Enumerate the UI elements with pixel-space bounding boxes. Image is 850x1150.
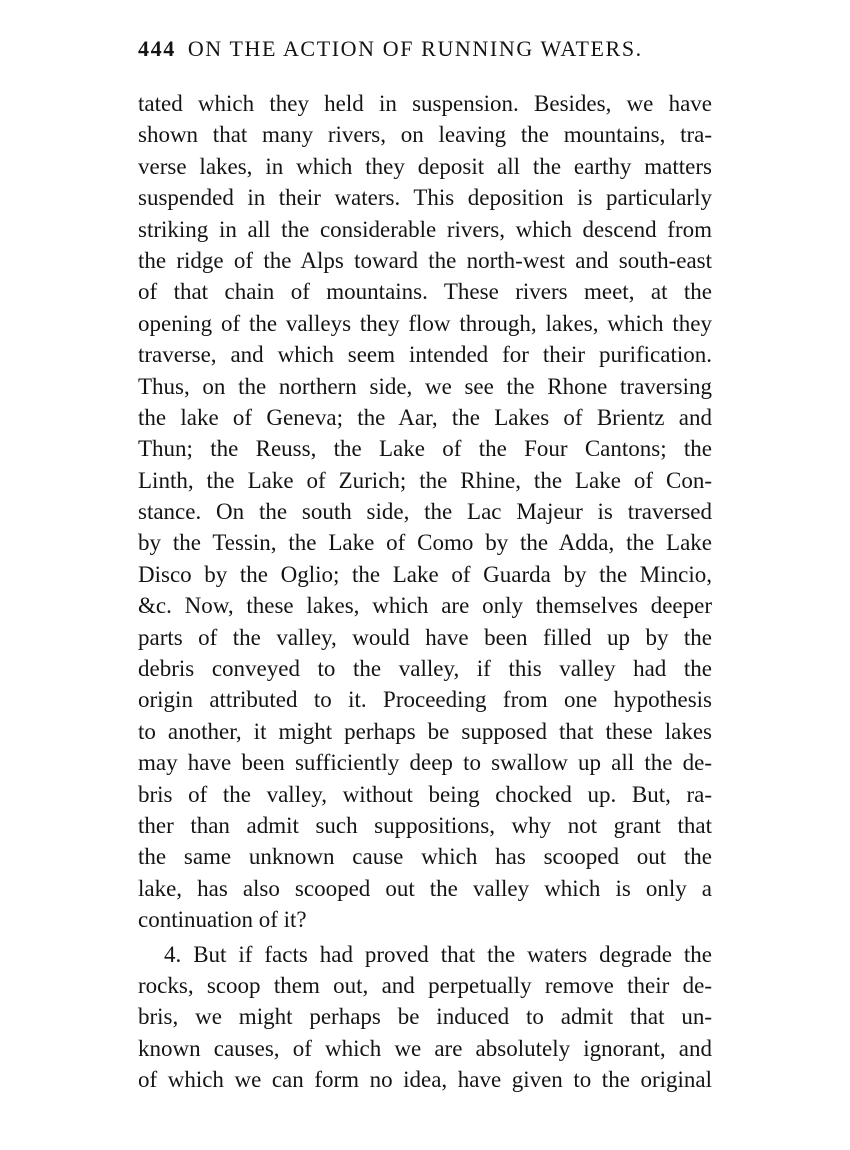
body-text xyxy=(138,88,712,1096)
page-number: 444 xyxy=(138,36,176,61)
paragraph xyxy=(138,939,712,1096)
text-line: Disco by the Oglio; the Lake of Guarda by the Mincio, xyxy=(138,561,712,587)
text-line: suspended in their waters. This deposition is particularly xyxy=(138,185,712,211)
text-line: origin attributed to it. Proceeding from one hypothesis xyxy=(138,687,712,713)
running-header xyxy=(138,36,698,62)
text-line: of which we can form no idea, have given to the original xyxy=(138,1067,712,1093)
text-line: known causes, of which we are absolutely ignorant, and xyxy=(138,1035,712,1061)
paragraph xyxy=(138,88,712,936)
text-line: continuation of it? xyxy=(138,907,307,933)
text-line: rocks, scoop them out, and perpetually remove their de- xyxy=(138,972,712,998)
text-line: shown that many rivers, on leaving the mountains, tra- xyxy=(138,122,712,148)
text-line: the same unknown cause which has scooped out the xyxy=(138,844,712,870)
text-line: the lake of Geneva; the Aar, the Lakes of Brientz and xyxy=(138,404,712,430)
text-line: Thun; the Reuss, the Lake of the Four Cantons; the xyxy=(138,436,712,462)
text-line: opening of the valleys they flow through, lakes, which they xyxy=(138,310,712,336)
text-line: by the Tessin, the Lake of Como by the Adda, the Lake xyxy=(138,530,712,556)
text-line: verse lakes, in which they deposit all the earthy matters xyxy=(138,153,712,179)
text-line: Thus, on the northern side, we see the Rhone traversing xyxy=(138,373,712,399)
text-line: bris of the valley, without being chocked up. But, ra- xyxy=(138,781,712,807)
text-line: lake, has also scooped out the valley which is only a xyxy=(138,875,712,901)
text-line: stance. On the south side, the Lac Majeur is traversed xyxy=(138,499,712,525)
text-line: may have been sufficiently deep to swallow up all the de- xyxy=(138,750,712,776)
text-line: parts of the valley, would have been filled up by the xyxy=(138,624,712,650)
text-line: tated which they held in suspension. Besides, we have xyxy=(138,91,712,116)
text-line: to another, it might perhaps be supposed that these lakes xyxy=(138,718,712,744)
text-line: striking in all the considerable rivers, which descend from xyxy=(138,216,712,242)
text-line: of that chain of mountains. These rivers meet, at the xyxy=(138,279,712,305)
text-line: ther than admit such suppositions, why not grant that xyxy=(138,812,712,838)
text-line: bris, we might perhaps be induced to admit that un- xyxy=(138,1004,712,1030)
text-line: debris conveyed to the valley, if this valley had the xyxy=(138,656,712,682)
text-line: traverse, and which seem intended for their purification. xyxy=(138,342,712,368)
text-line: &c. Now, these lakes, which are only themselves deeper xyxy=(138,593,712,619)
text-line: Linth, the Lake of Zurich; the Rhine, the Lake of Con- xyxy=(138,467,712,493)
text-line: 4. But if facts had proved that the waters degrade the xyxy=(164,941,712,967)
running-title: ON THE ACTION OF RUNNING WATERS. xyxy=(187,36,643,61)
text-line: the ridge of the Alps toward the north-west and south-east xyxy=(138,247,712,273)
